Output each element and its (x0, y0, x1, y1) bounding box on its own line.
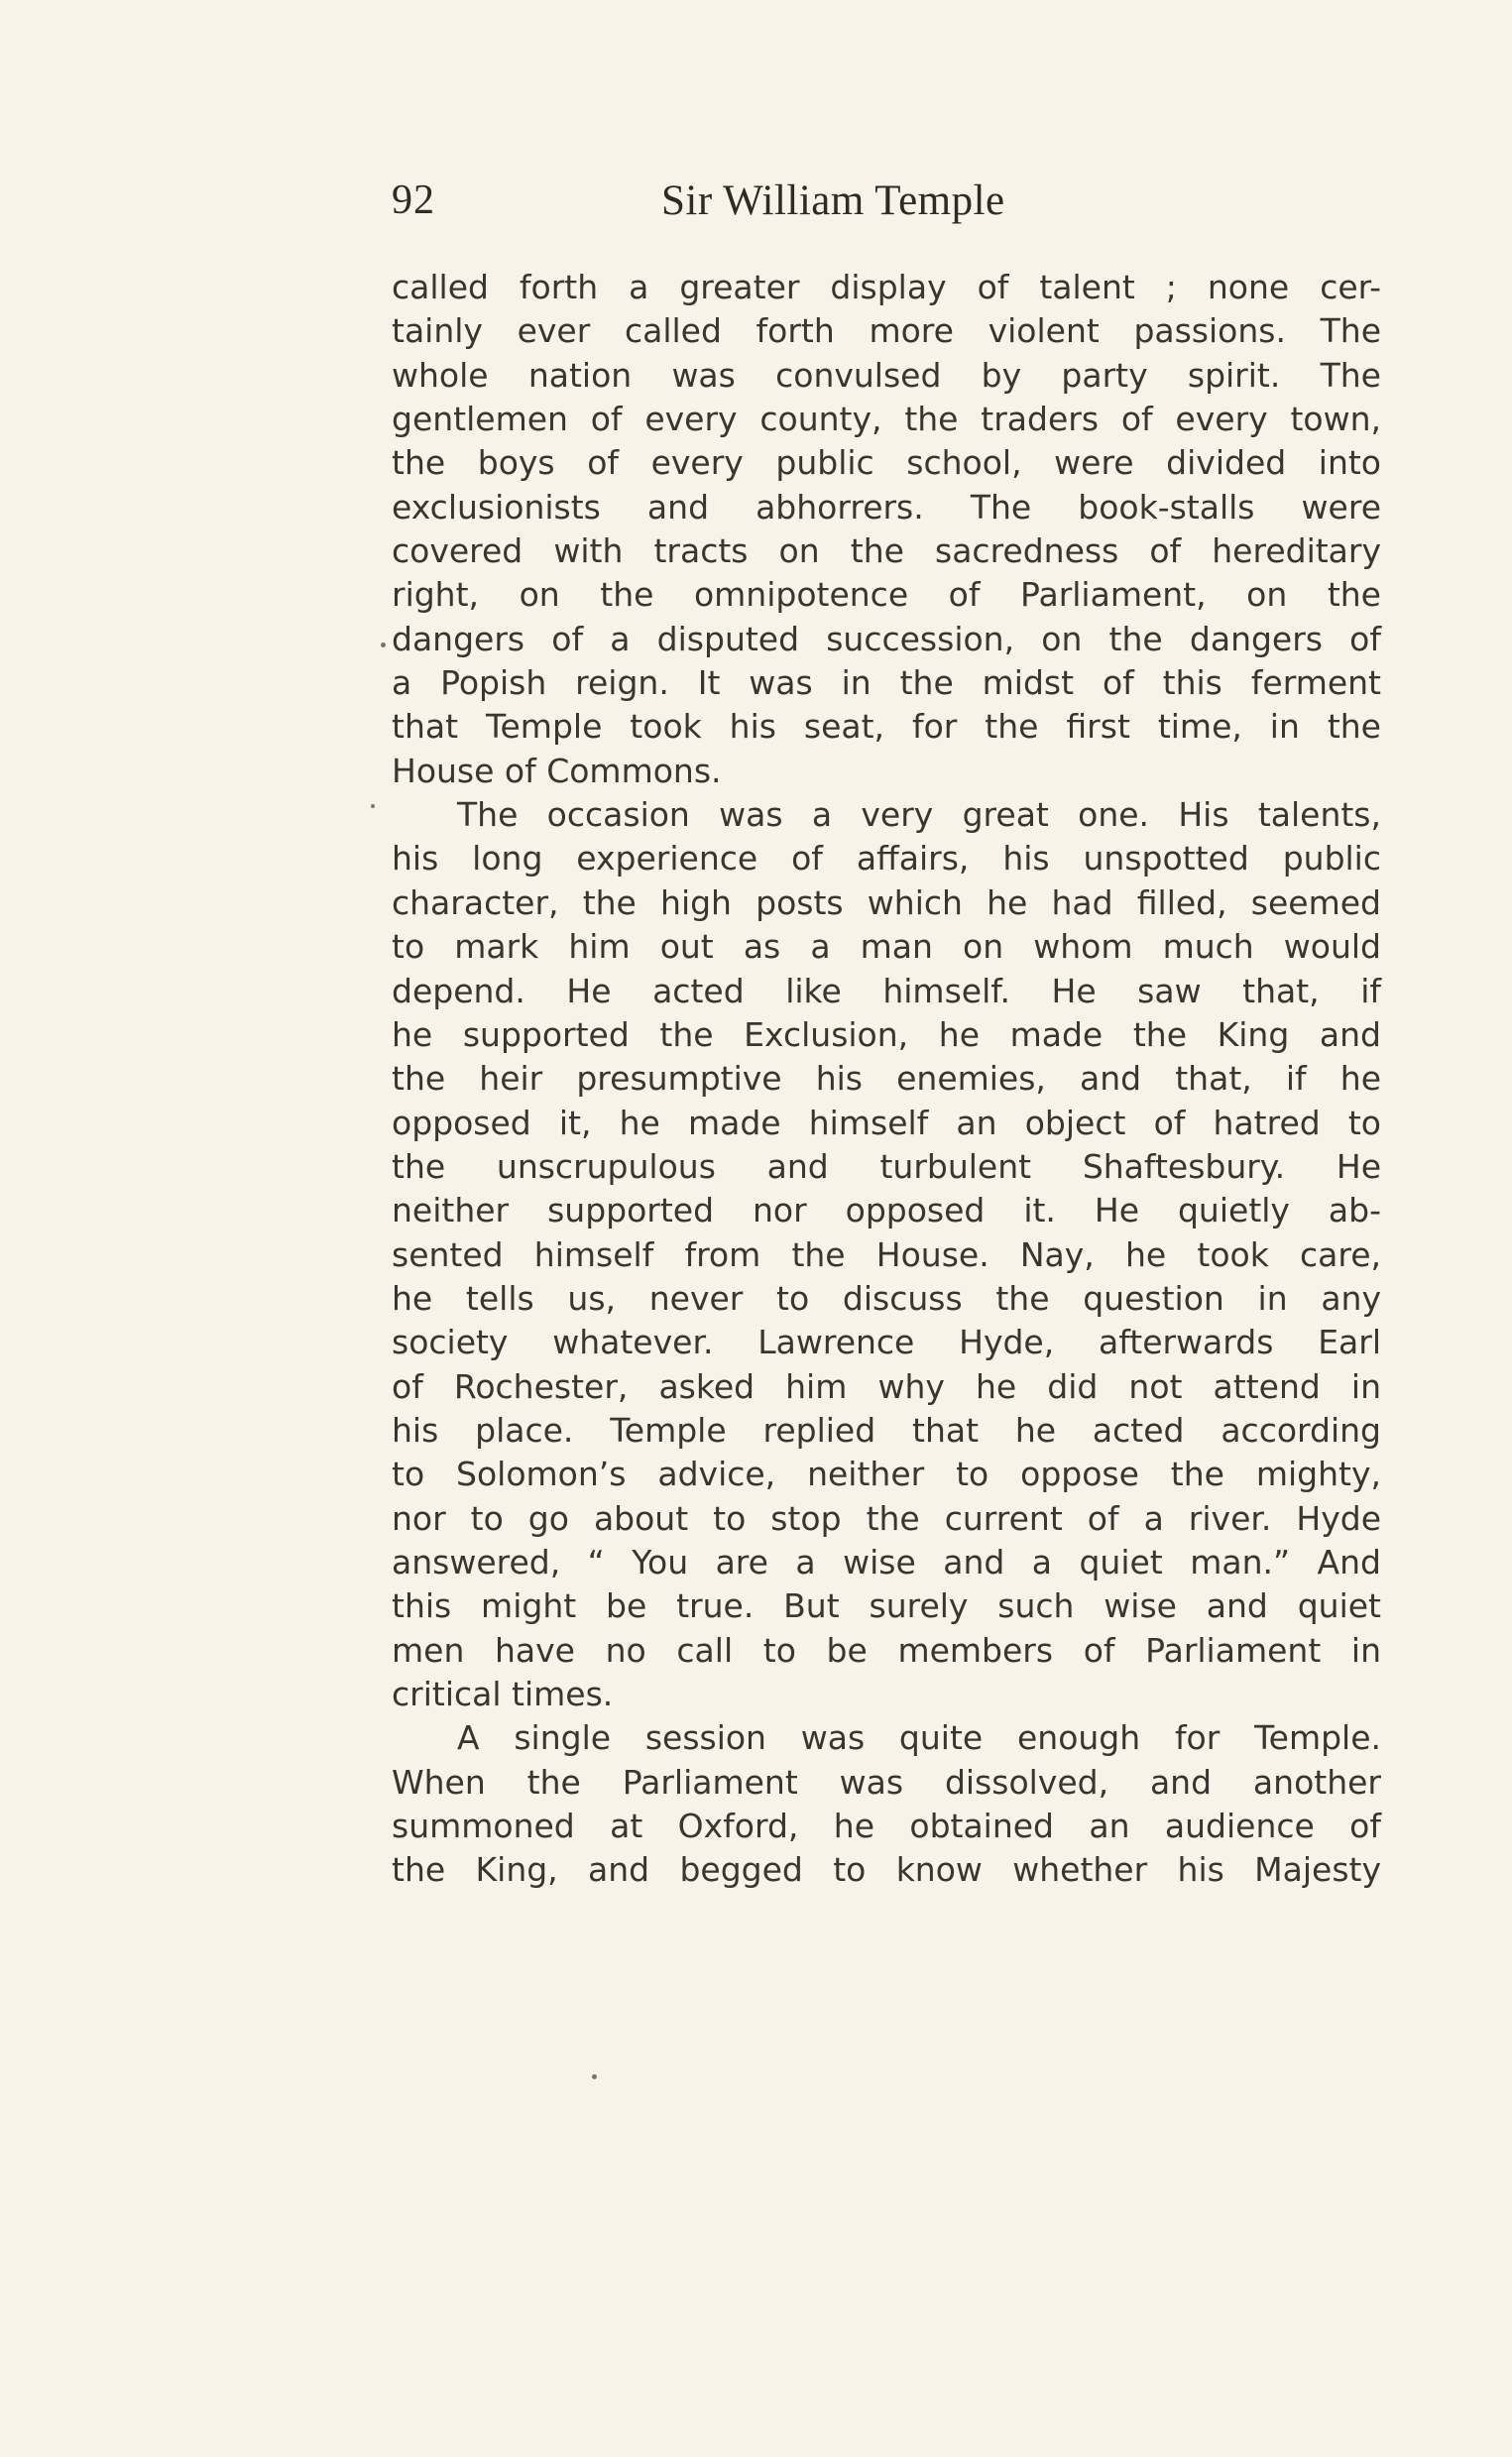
text-line: House of Commons. (392, 751, 722, 790)
text-line: his long experience of affairs, his unspotted public (392, 839, 1381, 878)
text-line: depend. He acted like himself. He saw that, if (392, 971, 1381, 1010)
text-line: of Rochester, asked him why he did not attend in (392, 1366, 1381, 1406)
text-line: that Temple took his seat, for the first time, in the (392, 707, 1381, 747)
page-number: 92 (392, 177, 435, 223)
text-line: to mark him out as a man on whom much would (392, 927, 1381, 967)
text-line: tainly ever called forth more violent passions. The (392, 311, 1381, 351)
text-line: critical times. (392, 1675, 614, 1713)
paragraph-start-line: A single session was quite enough for Temple. (457, 1718, 1381, 1758)
text-line: to Solomon’s advice, neither to oppose the mighty, (392, 1455, 1381, 1494)
text-line: whole nation was convulsed by party spirit. The (392, 355, 1381, 395)
running-head (392, 176, 1383, 246)
text-line: his place. Temple replied that he acted according (392, 1410, 1381, 1450)
text-line: this might be true. But surely such wise and quiet (392, 1586, 1381, 1626)
text-line: exclusionists and abhorrers. The book-stalls were (392, 487, 1381, 526)
body-text (392, 266, 1381, 1893)
text-line: sented himself from the House. Nay, he took care, (392, 1234, 1381, 1274)
text-line: opposed it, he made himself an object of hatred to (392, 1103, 1381, 1142)
text-line: covered with tracts on the sacredness of hereditary (392, 531, 1381, 571)
text-line: answered, “ You are a wise and a quiet man.” And (392, 1542, 1381, 1581)
text-line: the boys of every public school, were divided into (392, 443, 1381, 483)
paragraph-start-line: The occasion was a very great one. His talents, (457, 795, 1381, 835)
text-line: gentlemen of every county, the traders of every town, (392, 400, 1381, 439)
text-line: nor to go about to stop the current of a river. Hyde (392, 1498, 1381, 1538)
text-line: the King, and begged to know whether his Majesty (392, 1850, 1381, 1890)
paper-speck (371, 804, 375, 808)
text-line: the heir presumptive his enemies, and that, if he (392, 1059, 1381, 1099)
text-line: he supported the Exclusion, he made the King and (392, 1014, 1381, 1054)
paper-speck (381, 643, 386, 647)
text-line: called forth a greater display of talent ; none cer- (392, 268, 1381, 306)
text-line: society whatever. Lawrence Hyde, afterwards Earl (392, 1323, 1381, 1362)
text-line: When the Parliament was dissolved, and another (392, 1762, 1381, 1802)
text-line: right, on the omnipotence of Parliament, on the (392, 575, 1381, 615)
text-line: the unscrupulous and turbulent Shaftesbury. He (392, 1146, 1381, 1186)
running-title: Sir William Temple (661, 177, 1005, 224)
text-line: men have no call to be members of Parliament in (392, 1630, 1381, 1670)
text-line: summoned at Oxford, he obtained an audience of (392, 1807, 1381, 1846)
text-line: a Popish reign. It was in the midst of this ferment (392, 663, 1381, 703)
text-line: character, the high posts which he had filled, seemed (392, 882, 1381, 922)
paper-speck (592, 2074, 597, 2079)
text-line: he tells us, never to discuss the question in any (392, 1278, 1381, 1318)
text-line: neither supported nor opposed it. He quietly ab- (392, 1191, 1381, 1230)
text-line: dangers of a disputed succession, on the dangers of (392, 619, 1381, 658)
